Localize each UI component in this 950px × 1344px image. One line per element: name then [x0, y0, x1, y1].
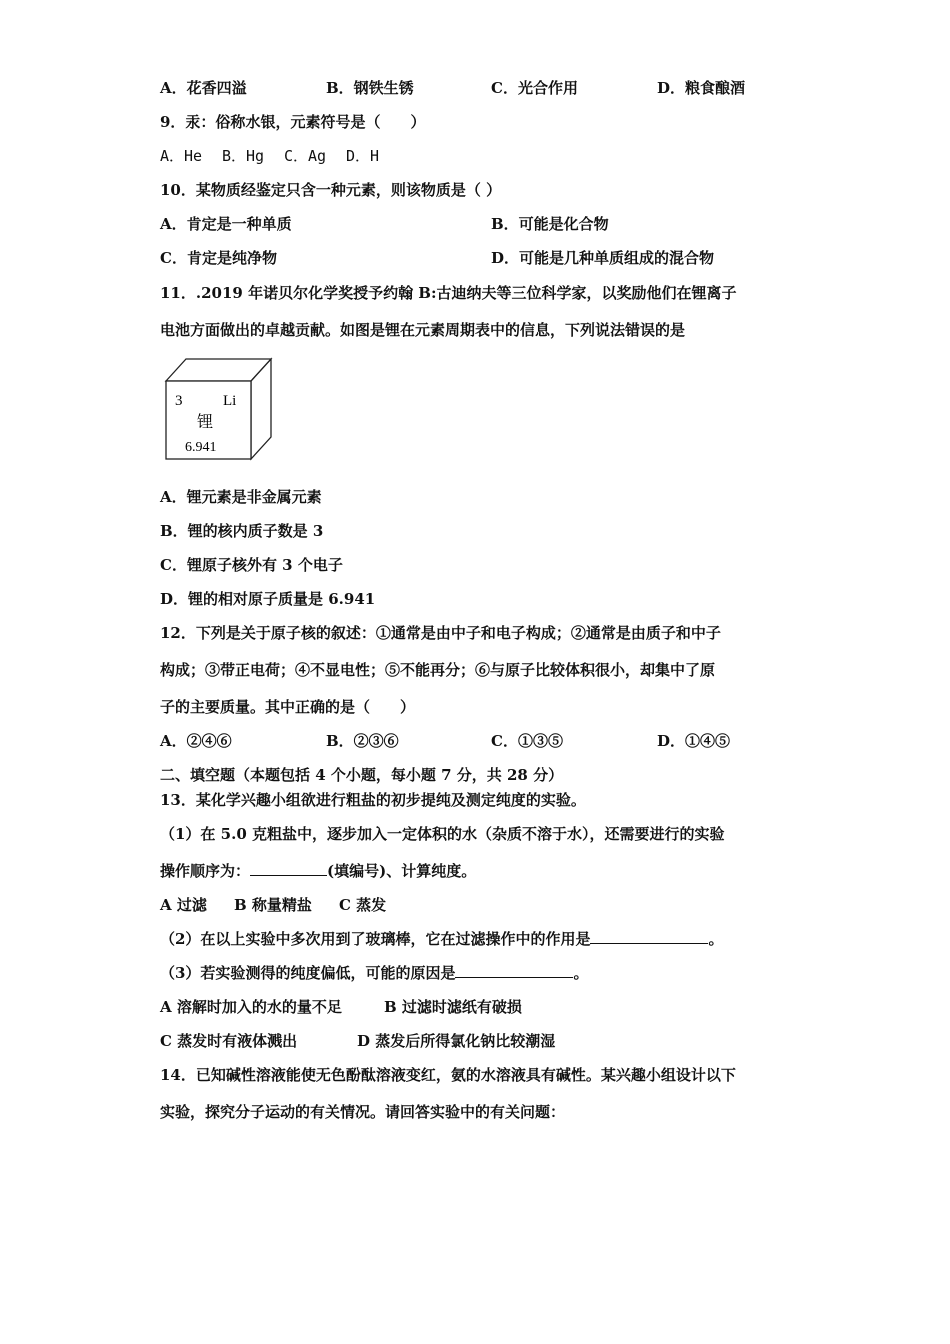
q11-option-a: A．锂元素是非金属元素	[160, 488, 322, 506]
q12-stem-line2: 构成；③带正电荷；④不显电性；⑤不能再分；⑥与原子比较体积很小，却集中了原	[160, 661, 716, 679]
q13-part3-option-d: D 蒸发后所得氯化钠比较潮湿	[357, 1032, 556, 1050]
lithium-element-cell	[163, 355, 275, 461]
q12-stem-line1: 12．下列是关于原子核的叙述：①通常是由中子和电子构成；②通常是由质子和中子	[160, 624, 721, 642]
q11-option-d: D．锂的相对原子质量是 6.941	[160, 590, 376, 608]
q9-stem: 9．汞：俗称水银，元素符号是（ ）	[160, 113, 426, 131]
q13-part1-option-b: B 称量精盐	[234, 896, 312, 914]
q13-part3-option-a: A 溶解时加入的水的量不足	[160, 998, 342, 1016]
q13-part3	[160, 963, 588, 983]
q13-part2-end: 。	[708, 930, 724, 948]
q11-option-b: B．锂的核内质子数是 3	[160, 522, 324, 540]
q11-stem-line2: 电池方面做出的卓越贡献。如图是锂在元素周期表中的信息，下列说法错误的是	[160, 321, 686, 339]
q12-stem-line3: 子的主要质量。其中正确的是（ ）	[160, 698, 416, 716]
q11-option-c: C．锂原子核外有 3 个电子	[160, 556, 343, 574]
q12-option-b: B．②③⑥	[326, 732, 399, 750]
q13-part1-option-c: C 蒸发	[339, 896, 387, 914]
q9-option-d: D．H	[346, 147, 380, 165]
q14-stem-line1: 14．已知碱性溶液能使无色酚酞溶液变红，氨的水溶液具有碱性。某兴趣小组设计以下	[160, 1066, 736, 1084]
q8-option-b: B．钢铁生锈	[326, 79, 414, 97]
q11-stem-line1: 11．.2019 年诺贝尔化学奖授予约翰 B:古迪纳夫等三位科学家，以奖励他们在锂离子	[160, 284, 737, 302]
element-name: 锂	[197, 414, 214, 431]
q12-option-a: A．②④⑥	[160, 732, 232, 750]
q8-option-d: D．粮食酿酒	[657, 79, 746, 97]
q13-part2-text: （2）在以上实验中多次用到了玻璃棒，它在过滤操作中的作用是	[160, 930, 591, 948]
q13-part1-line1: （1）在 5.0 克粗盐中，逐步加入一定体积的水（杂质不溶于水），还需要进行的实验	[160, 825, 725, 843]
q9-option-c: C．Ag	[284, 147, 327, 165]
q13-part3-text: （3）若实验测得的纯度偏低，可能的原因是	[160, 964, 456, 982]
q10-option-b: B．可能是化合物	[491, 215, 609, 233]
q14-stem-line2: 实验，探究分子运动的有关情况。请回答实验中的有关问题：	[160, 1103, 566, 1121]
q9-option-a: A．He	[160, 147, 203, 165]
q12-option-d: D．①④⑤	[657, 732, 731, 750]
q13-part2-answer-blank[interactable]	[590, 929, 708, 944]
q13-part2	[160, 929, 723, 949]
q12-option-c: C．①③⑤	[491, 732, 563, 750]
section-heading: 二、填空题（本题包括 4 个小题，每小题 7 分，共 28 分）	[160, 766, 564, 784]
q10-option-c: C．肯定是纯净物	[160, 249, 277, 267]
q13-part3-answer-blank[interactable]	[455, 963, 573, 978]
q13-part1-option-a: A 过滤	[160, 896, 207, 914]
q13-part3-option-b: B 过滤时滤纸有破损	[384, 998, 522, 1016]
element-atomic-number: 3	[175, 393, 183, 409]
q10-option-a: A．肯定是一种单质	[160, 215, 292, 233]
q9-option-b: B．Hg	[222, 147, 265, 165]
q13-part1-answer-blank[interactable]	[250, 861, 327, 876]
q13-part3-option-c: C 蒸发时有液体溅出	[160, 1032, 298, 1050]
q10-stem: 10．某物质经鉴定只含一种元素，则该物质是（ ）	[160, 181, 502, 199]
element-symbol: Li	[223, 393, 237, 409]
element-atomic-mass: 6.941	[185, 440, 217, 455]
q10-option-d: D．可能是几种单质组成的混合物	[491, 249, 715, 267]
q8-option-a: A．花香四溢	[160, 79, 247, 97]
q13-part3-end: 。	[573, 964, 589, 982]
q8-option-c: C．光合作用	[491, 79, 578, 97]
q13-stem: 13．某化学兴趣小组欲进行粗盐的初步提纯及测定纯度的实验。	[160, 791, 586, 809]
q13-part1-prefix: 操作顺序为：	[160, 862, 251, 880]
q13-part1-line2	[160, 861, 476, 881]
q13-part1-suffix: (填编号)、计算纯度。	[327, 862, 477, 880]
